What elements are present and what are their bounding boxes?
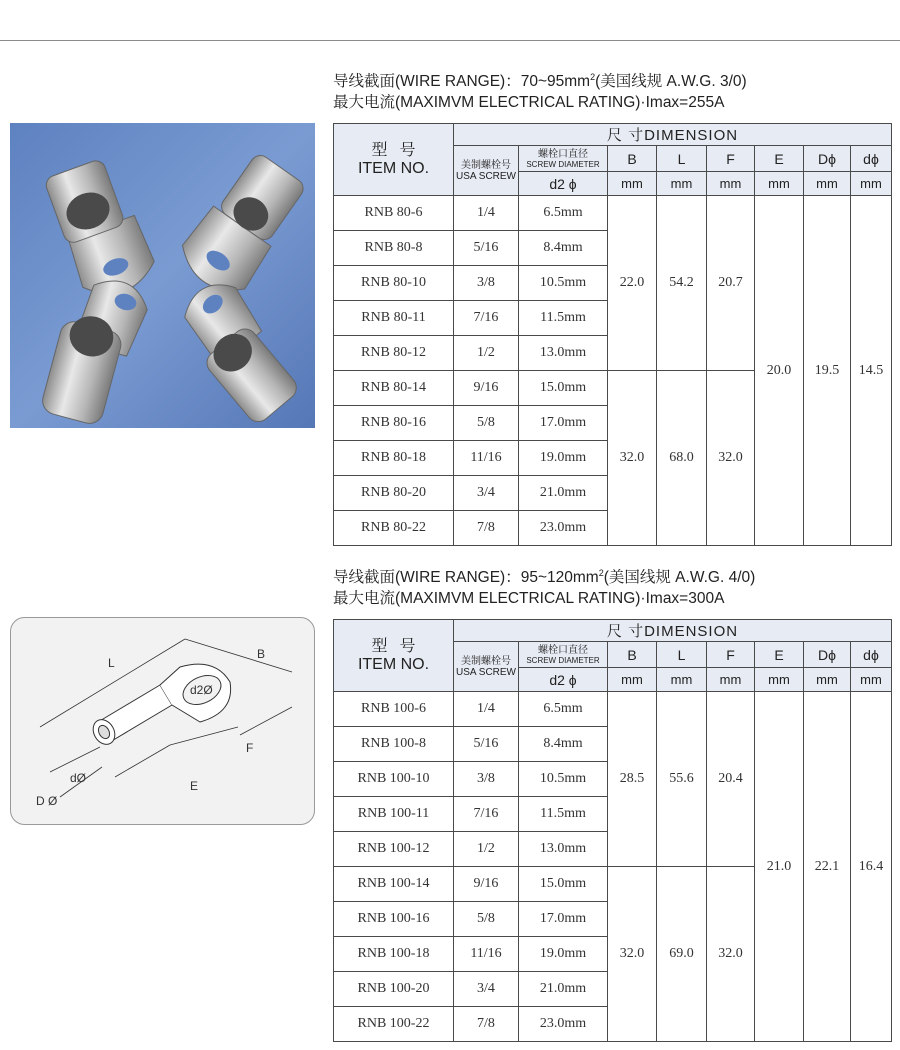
- hole-cell: 8.4mm: [519, 727, 608, 762]
- unit-f: mm: [707, 172, 755, 196]
- model-cell: RNB 100-16: [334, 902, 454, 937]
- l-value-group1: 54.2: [657, 196, 707, 371]
- header-dimension: 尺 寸DIMENSION: [454, 124, 892, 146]
- screw-cell: 1/4: [454, 692, 519, 727]
- screw-cell: 1/4: [454, 196, 519, 231]
- unit-e: mm: [755, 668, 804, 692]
- hole-cell: 15.0mm: [519, 867, 608, 902]
- drawing-label-dd: D Ø: [36, 794, 58, 808]
- dimension-table-2: [333, 619, 892, 1042]
- b-value-group1: 22.0: [608, 196, 657, 371]
- spec-block-2: [333, 563, 755, 609]
- unit-dphi: mm: [804, 172, 851, 196]
- model-cell: RNB 100-6: [334, 692, 454, 727]
- l-value-group2: 69.0: [657, 867, 707, 1042]
- screw-cell: 11/16: [454, 441, 519, 476]
- dphi-value: 19.5: [804, 196, 851, 546]
- model-cell: RNB 80-6: [334, 196, 454, 231]
- screw-cell: 3/8: [454, 266, 519, 301]
- e-value: 20.0: [755, 196, 804, 546]
- header-screw: 美制螺栓号 USA SCREW: [454, 146, 519, 196]
- model-cell: RNB 80-8: [334, 231, 454, 266]
- hole-cell: 19.0mm: [519, 441, 608, 476]
- header-hole-symbol: d2 ϕ: [519, 172, 608, 196]
- unit-f: mm: [707, 668, 755, 692]
- dphi-small-value: 16.4: [851, 692, 892, 1042]
- dphi-small-value: 14.5: [851, 196, 892, 546]
- unit-dphi-small: mm: [851, 668, 892, 692]
- table-row: [334, 692, 892, 727]
- header-e: E: [755, 146, 804, 172]
- header-hole: 螺栓口直径 SCREW DIAMETER: [519, 146, 608, 172]
- screw-cell: 5/16: [454, 727, 519, 762]
- f-value-group2: 32.0: [707, 371, 755, 546]
- rating-text: 最大电流(MAXIMVM ELECTRICAL RATING)·Imax=300A: [333, 590, 725, 608]
- spec-block-1: [333, 67, 747, 113]
- screw-cell: 3/8: [454, 762, 519, 797]
- screw-cell: 1/2: [454, 336, 519, 371]
- model-cell: RNB 80-20: [334, 476, 454, 511]
- hole-cell: 11.5mm: [519, 797, 608, 832]
- screw-cell: 3/4: [454, 476, 519, 511]
- header-hole: 螺栓口直径 SCREW DIAMETER: [519, 642, 608, 668]
- screw-cell: 7/16: [454, 797, 519, 832]
- unit-b: mm: [608, 668, 657, 692]
- l-value-group1: 55.6: [657, 692, 707, 867]
- header-dphi: Dϕ: [804, 146, 851, 172]
- screw-cell: 1/2: [454, 832, 519, 867]
- unit-b: mm: [608, 172, 657, 196]
- screw-cell: 9/16: [454, 867, 519, 902]
- b-value-group2: 32.0: [608, 371, 657, 546]
- drawing-label-d2: d2Ø: [190, 683, 213, 697]
- drawing-label-l: L: [108, 656, 115, 670]
- wire-range-text: 导线截面(WIRE RANGE)：$95\sim 120mm^2$(美国线规 A.W.G. 4/0): [333, 568, 756, 587]
- model-cell: RNB 100-12: [334, 832, 454, 867]
- header-f: F: [707, 642, 755, 668]
- model-cell: RNB 80-18: [334, 441, 454, 476]
- header-hole-symbol: d2 ϕ: [519, 668, 608, 692]
- b-value-group2: 32.0: [608, 867, 657, 1042]
- header-model: 型号 ITEM NO.: [334, 620, 454, 692]
- f-value-group1: 20.4: [707, 692, 755, 867]
- drawing-label-f: F: [246, 741, 254, 755]
- model-cell: RNB 100-11: [334, 797, 454, 832]
- model-cell: RNB 80-16: [334, 406, 454, 441]
- hole-cell: 21.0mm: [519, 972, 608, 1007]
- hole-cell: 13.0mm: [519, 336, 608, 371]
- header-l: L: [657, 642, 707, 668]
- model-cell: RNB 100-18: [334, 937, 454, 972]
- screw-cell: 5/8: [454, 406, 519, 441]
- screw-cell: 9/16: [454, 371, 519, 406]
- f-value-group1: 20.7: [707, 196, 755, 371]
- model-cell: RNB 80-14: [334, 371, 454, 406]
- header-l: L: [657, 146, 707, 172]
- header-dimension: 尺 寸DIMENSION: [454, 620, 892, 642]
- e-value: 21.0: [755, 692, 804, 1042]
- drawing-label-e: E: [190, 779, 199, 793]
- f-value-group2: 32.0: [707, 867, 755, 1042]
- top-divider: [0, 40, 900, 41]
- model-cell: RNB 80-11: [334, 301, 454, 336]
- hole-cell: 10.5mm: [519, 762, 608, 797]
- unit-l: mm: [657, 172, 707, 196]
- model-cell: RNB 80-12: [334, 336, 454, 371]
- hole-cell: 15.0mm: [519, 371, 608, 406]
- screw-cell: 5/16: [454, 231, 519, 266]
- wire-range-text: 导线截面(WIRE RANGE)：$70\sim 95mm^2$(美国线规 A.W.G. 3/0): [333, 72, 747, 91]
- dphi-value: 22.1: [804, 692, 851, 1042]
- header-dphi-small: dϕ: [851, 642, 892, 668]
- drawing-label-d: dØ: [70, 771, 87, 785]
- l-value-group2: 68.0: [657, 371, 707, 546]
- hole-cell: 8.4mm: [519, 231, 608, 266]
- hole-cell: 13.0mm: [519, 832, 608, 867]
- header-b: B: [608, 642, 657, 668]
- dimension-table-1: [333, 123, 892, 546]
- header-screw: 美制螺栓号 USA SCREW: [454, 642, 519, 692]
- screw-cell: 7/16: [454, 301, 519, 336]
- unit-e: mm: [755, 172, 804, 196]
- model-cell: RNB 100-20: [334, 972, 454, 1007]
- hole-cell: 6.5mm: [519, 196, 608, 231]
- header-dphi-small: dϕ: [851, 146, 892, 172]
- hole-cell: 21.0mm: [519, 476, 608, 511]
- header-e: E: [755, 642, 804, 668]
- hole-cell: 6.5mm: [519, 692, 608, 727]
- header-b: B: [608, 146, 657, 172]
- model-cell: RNB 80-10: [334, 266, 454, 301]
- model-cell: RNB 100-22: [334, 1007, 454, 1042]
- screw-cell: 7/8: [454, 511, 519, 546]
- drawing-label-b: B: [257, 647, 266, 661]
- screw-cell: 7/8: [454, 1007, 519, 1042]
- model-cell: RNB 100-14: [334, 867, 454, 902]
- unit-dphi: mm: [804, 668, 851, 692]
- hole-cell: 19.0mm: [519, 937, 608, 972]
- table-row: [334, 196, 892, 231]
- hole-cell: 17.0mm: [519, 406, 608, 441]
- header-dphi: Dϕ: [804, 642, 851, 668]
- hole-cell: 17.0mm: [519, 902, 608, 937]
- b-value-group1: 28.5: [608, 692, 657, 867]
- model-cell: RNB 100-8: [334, 727, 454, 762]
- hole-cell: 11.5mm: [519, 301, 608, 336]
- hole-cell: 10.5mm: [519, 266, 608, 301]
- screw-cell: 11/16: [454, 937, 519, 972]
- hole-cell: 23.0mm: [519, 511, 608, 546]
- unit-dphi-small: mm: [851, 172, 892, 196]
- model-cell: RNB 80-22: [334, 511, 454, 546]
- screw-cell: 5/8: [454, 902, 519, 937]
- header-model: 型号 ITEM NO.: [334, 124, 454, 196]
- ring-terminal-photo-icon: [10, 123, 315, 428]
- header-f: F: [707, 146, 755, 172]
- model-cell: RNB 100-10: [334, 762, 454, 797]
- ring-terminal-dimension-drawing-icon: [10, 617, 315, 825]
- unit-l: mm: [657, 668, 707, 692]
- hole-cell: 23.0mm: [519, 1007, 608, 1042]
- screw-cell: 3/4: [454, 972, 519, 1007]
- rating-text: 最大电流(MAXIMVM ELECTRICAL RATING)·Imax=255A: [333, 94, 725, 112]
